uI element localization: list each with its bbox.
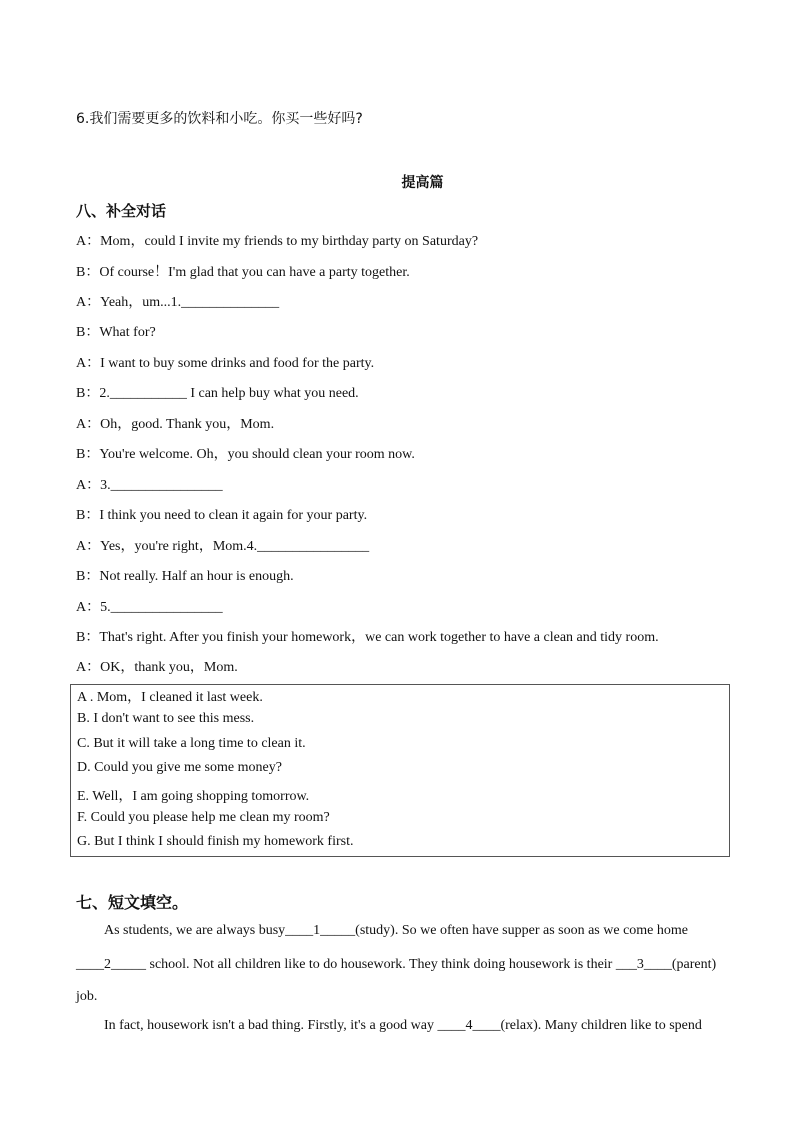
option-e: E. Well，I am going shopping tomorrow. [77,789,310,804]
passage-line: In fact, housework isn't a bad thing. Firstly, it's a good way ____4____(relax). Many children like to spend [104,1018,702,1033]
passage-line: job. [76,989,98,1004]
dialogue-line: B：You're welcome. Oh，you should clean your room now. [76,447,415,462]
dialogue-line: A：OK，thank you，Mom. [76,660,238,675]
section-title: 提高篇 [401,175,444,191]
option-f: F. Could you please help me clean my room? [77,810,330,825]
option-c: C. But it will take a long time to clean it. [77,736,306,751]
question-6: 6.我们需要更多的饮料和小吃。你买一些好吗? [76,111,363,127]
dialogue-line: A：I want to buy some drinks and food for the party. [76,356,375,371]
part8-heading: 八、补全对话 [76,202,167,220]
dialogue-line: A：3.________________ [76,478,223,493]
dialogue-line: A：Mom，could I invite my friends to my birthday party on Saturday? [76,234,479,249]
options-box [70,684,730,857]
dialogue-line: A：Oh，good. Thank you，Mom. [76,417,275,432]
dialogue-line: B：That's right. After you finish your homework，we can work together to have a clean and tidy room. [76,630,659,645]
option-d: D. Could you give me some money? [77,760,282,775]
dialogue-line: A：Yes，you're right，Mom.4.________________ [76,539,370,554]
dialogue-line: B：Of course！I'm glad that you can have a party together. [76,265,410,280]
option-a: A . Mom，I cleaned it last week. [77,690,263,705]
dialogue-line: B：Not really. Half an hour is enough. [76,569,294,584]
option-b: B. I don't want to see this mess. [77,711,255,726]
dialogue-line: B：2.___________ I can help buy what you need. [76,386,359,401]
option-g: G. But I think I should finish my homework first. [77,834,354,849]
dialogue-line: B：I think you need to clean it again for your party. [76,508,368,523]
dialogue-line: B：What for? [76,325,156,340]
dialogue-line: A：5.________________ [76,600,223,615]
part7-heading: 七、短文填空。 [76,893,189,912]
passage-line: As students, we are always busy____1_____(study). So we often have supper as soon as we come home [104,923,688,938]
dialogue-line: A：Yeah，um...1.______________ [76,295,280,310]
passage-line: ____2_____ school. Not all children like to do housework. They think doing housework is their ___3____(parent) [76,957,717,972]
